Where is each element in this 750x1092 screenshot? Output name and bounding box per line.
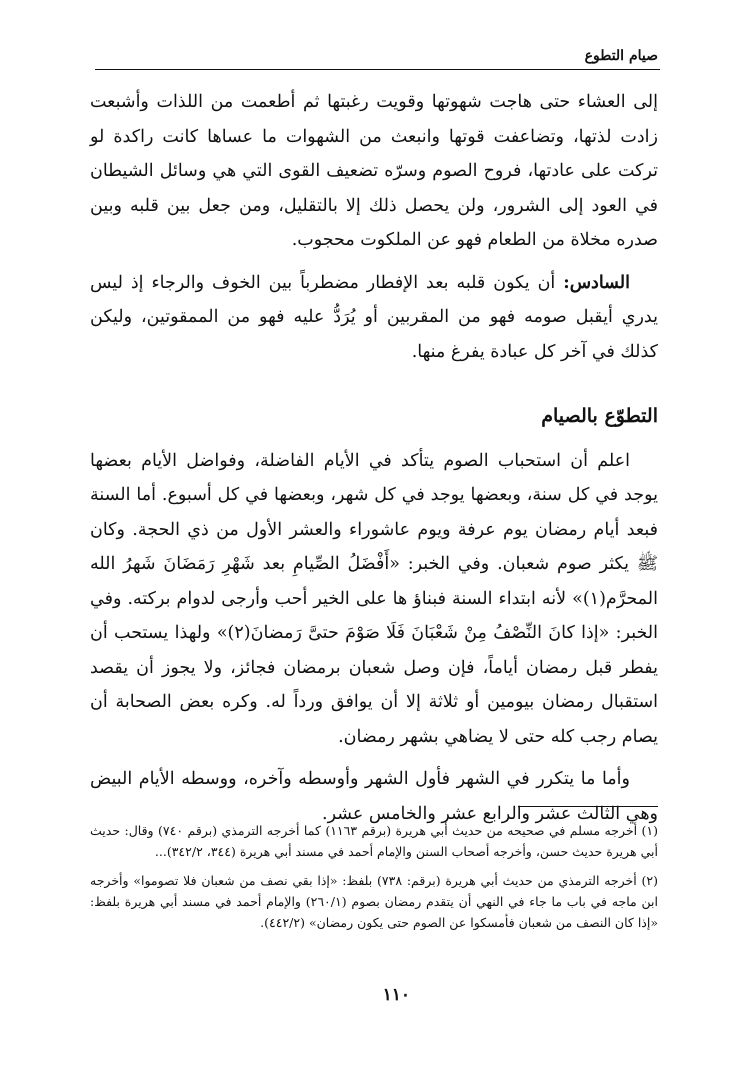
footnote-divider <box>518 806 658 807</box>
running-header-title: صيام التطوع <box>584 48 658 64</box>
paragraph-2-label: السادس: <box>563 272 630 293</box>
footnote-2: (٢) أخرجه الترمذي من حديث أبي هريرة (برقم: ٧٣٨) بلفظ: «إذا بقي نصف من شعبان فلا تصوموا» وأخرجه ابن ماجه في باب ما جاء في النهي أن يتقدم رمضان بصوم (٢٦٠/١) والإمام أحمد في مسند أبي هريرة بلفظ: «إذا كان النصف من شعبان فأمسكوا عن الصوم حتى يكون رمضان» (٤٤٢/٢). <box>90 873 658 930</box>
paragraph-2-text: أن يكون قلبه بعد الإفطار مضطرباً بين الخوف والرجاء إذ ليس يدري أيقبل صومه فهو من المقربين أو يُرَدُّ عليه فهو من الممقوتين، وليكن كذلك في آخر كل عبادة يفرغ منها. <box>90 272 658 362</box>
page-number: ١١٠ <box>382 985 410 1005</box>
paragraph-4: وأما ما يتكرر في الشهر فأول الشهر وأوسطه وآخره، ووسطه الأيام البيض وهي الثالث عشر والرابع عشر والخامس عشر. <box>90 769 658 824</box>
paragraph-1: إلى العشاء حتى هاجت شهوتها وقويت رغبتها ثم أطعمت من اللذات وأشبعت زادت لذتها، وتضاعفت قوتها وانبعث من الشهوات ما عساها كانت راكدة لو تركت على عادتها، فروح الصوم وسرّه تضعيف القوى التي هي وسائل الشيطان في العود إلى الشرور، ولن يحصل ذلك إلا بالتقليل، ومن جعل بين قلبه وبين صدره مخلاة من الطعام فهو عن الملكوت محجوب. <box>90 92 658 250</box>
paragraph-3: اعلم أن استحباب الصوم يتأكد في الأيام الفاضلة، وفواضل الأيام بعضها يوجد في كل سنة، وبعضها يوجد في كل شهر، وبعضها في كل أسبوع. أما السنة فبعد أيام رمضان يوم عرفة ويوم عاشوراء والعشر الأول من ذي الحجة. وكان ﷺ يكثر صوم شعبان. وفي الخبر: «أَفْضَلُ الصِّيامِ بعد شَهْرِ رَمَضَانَ شَهرُ الله المحرَّم(١)» لأنه ابتداء السنة فبناؤ ها على الخير أحب وأرجى لدوام بركته. وفي الخبر: «إذا كانَ النِّصْفُ مِنْ شَعْبَانَ فَلَا صَوْمَ حتىَّ رَمضانَ(٢)» ولهذا يستحب أن يفطر قبل رمضان أياماً، فإن وصل شعبان برمضان فجائز، ولا يجوز أن يقصد استقبال رمضان بيومين أو ثلاثة إلا أن يوافق ورداً له. وكره بعض الصحابة أن يصام رجب كله حتى لا يضاهي بشهر رمضان. <box>90 450 658 747</box>
paragraph-2 <box>90 266 658 370</box>
footnote-1: (١) أخرجه مسلم في صحيحه من حديث أبي هريرة (برقم ١١٦٣) كما أخرجه الترمذي (برقم ٧٤٠) وقال: حديث أبي هريرة حديث حسن، وأخرجه أصحاب السنن والإمام أحمد في مسند أبي هريرة (٣٤٤، ٣٤٢/٢)... <box>90 823 659 859</box>
footnotes <box>90 820 658 941</box>
section-heading: التطوّع بالصيام <box>541 405 658 427</box>
header-divider <box>95 69 660 70</box>
main-text <box>90 85 658 839</box>
